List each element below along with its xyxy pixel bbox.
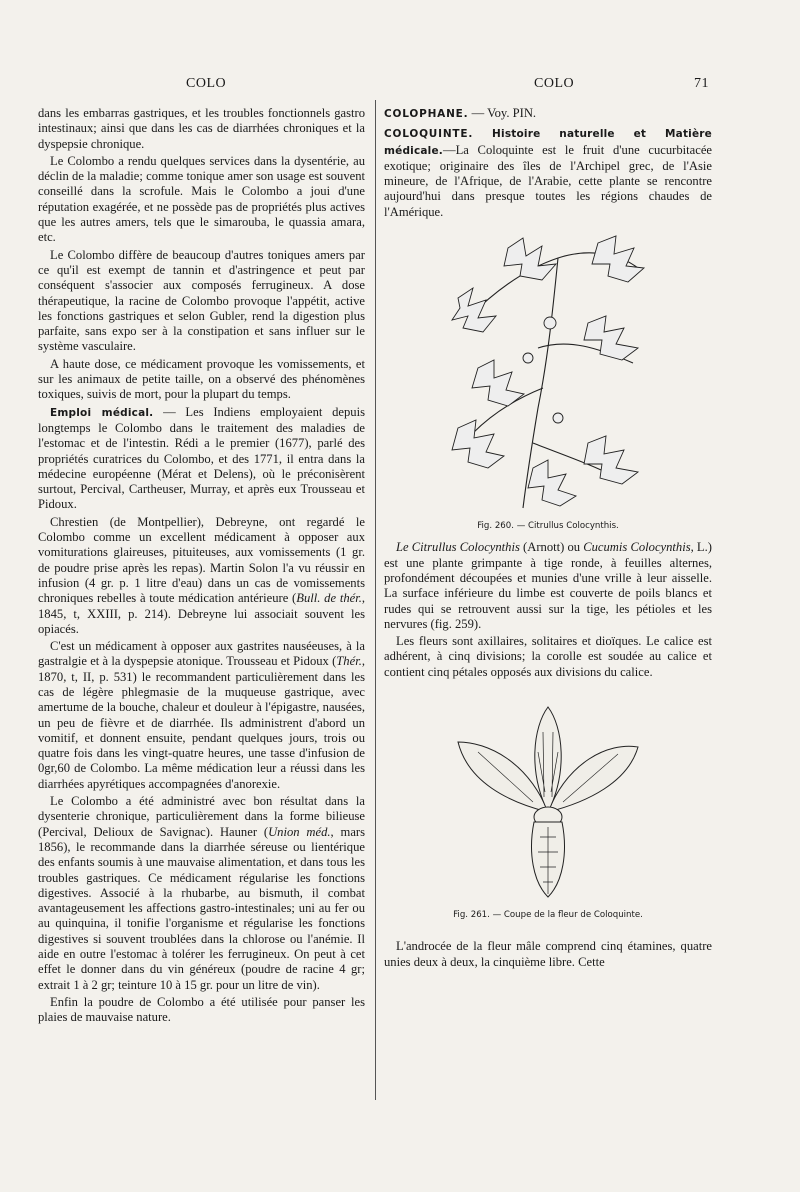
paragraph xyxy=(384,540,712,632)
page-number: 71 xyxy=(694,76,709,91)
right-column xyxy=(384,106,712,972)
latin-name: Cucumis Colocynthis xyxy=(583,540,691,555)
entry-subheading: Histoire naturelle et Matière médicale. xyxy=(384,128,712,157)
paragraph: Le Colombo a rendu quelques services dans la dysentérie, au déclin de la maladie; comme tonique amer son usage est souvent conseillé dans la scrofule. Mais le Colombo a joui d'une réputation exagérée, et ne possède pas de propriétés plus actives que les autres amers, tels que le simarouba, le quassia amara, etc. xyxy=(38,153,365,245)
paragraph: A haute dose, ce médicament provoque les vomissements, et sur les animaux de petite taille, on a observé des phénomènes toxiques, suivis de mort, pour la plupart du temps. xyxy=(38,356,365,402)
column-divider xyxy=(375,100,376,1100)
flower-section-illustration xyxy=(448,702,648,902)
paragraph-text: (Arnott) ou xyxy=(519,540,584,555)
citation-title: Thér. xyxy=(336,654,362,669)
paragraph xyxy=(38,405,365,513)
section-heading: Emploi médical. xyxy=(50,406,154,419)
paragraph-text: , L.) est une plante grimpante à tige ronde, à feuilles alternes, profondément découpées et munies d'une vrille à leur aisselle. La surface inférieure du limbe est couverte de poils blancs et rudes qui se retrouvent aussi sur la tige, les pétioles et les nervures (fig. 259). xyxy=(384,540,712,631)
figure-citrullus xyxy=(384,228,712,534)
paragraph: Le Colombo diffère de beaucoup d'autres toniques amers par ce qu'il est exempt de tannin et d'astringence et peut par conséquent s'associer aux composés ferrugineux. A dose thérapeutique, la racine de Colombo provoque l'appétit, active les fonctions gastriques et selon Gubler, rend la digestion plus parfaite, sans expo ser à la constipation et sans influer sur le système vasculaire. xyxy=(38,247,365,354)
figure-caption: Fig. 260. — Citrullus Colocynthis. xyxy=(477,521,619,532)
left-column xyxy=(38,106,365,1028)
entry-heading: COLOQUINTE. xyxy=(384,128,474,141)
paragraph-text: C'est un médicament à opposer aux gastrites nauséeuses, à la gastralgie et à la dyspepsie atonique. Trousseau et Pidoux ( xyxy=(38,639,365,669)
figure-caption: Fig. 261. — Coupe de la fleur de Coloquinte. xyxy=(453,910,643,921)
entry-colophane xyxy=(384,106,712,122)
citation-title: Bull. de thér. xyxy=(296,591,362,606)
paragraph-text: , mars 1856), le recommande dans la diarrhée séreuse ou lientérique des enfants soumis à une mauvaise alimentation, et dans tous les troubles gastriques. Ce médicament régularise les fonctions digestives. Associé à la rhubarbe, au bismuth, il combat avantageusement les affections gastro-intestinales; uni au fer ou au quinquina, il tonifie l'organisme et régularise les fonctions digestives si souvent troublées dans la chlorose ou l'anémie. Il aide en outre l'estomac à tolérer les ferrugineux. On peut à cet effet le donner dans du vin généreux (poudre de racine 4 gr; extrait 1 à 2 gr; teinture 10 à 15 gr. pour un litre de vin). xyxy=(38,824,366,992)
latin-name: Le Citrullus Colocynthis xyxy=(396,540,520,555)
paragraph-text: , 1870, t, II, p. 531) le recommandent particulièrement dans les cas de légère phlegmasie de la muqueuse gastrique, avec amertume de la bouche, chaleur et douleur à l'épigastre, nausées, un peu de fièvre et de diarrhée. Ils administrent d'abord un vomitif, et donnent ensuite, pendant quelques jours, trois ou quatre fois dans les vingt-quatre heures, une tasse d'infusion de 0gr,60 de Colombo. La même médication leur a réussi dans les diarrhées apyrétiques accompagnées d'anorexie. xyxy=(38,654,365,791)
paragraph xyxy=(38,515,365,637)
paragraph-text: , 1845, t, XXIII, p. 214). Debreyne lui associait souvent les opiacés. xyxy=(38,591,366,636)
citrullus-plant-illustration xyxy=(438,228,658,513)
running-head-left: COLO xyxy=(186,76,227,91)
paragraph xyxy=(38,639,365,792)
paragraph: Enfin la poudre de Colombo a été utilisée pour panser les plaies de mauvaise nature. xyxy=(38,994,365,1025)
paragraph-text: — Les Indiens employaient depuis longtemps le Colombo dans le traitement des maladies de l'estomac et de l'intestin. Rédi a le premier (1677), parlé des propriétés curatrices du Colombo, et des 1771, il entra dans la médecine européenne (Mérat et Delens), où le préconisèrent surtout, Percival, Cartheuser, Murray, et après eux Trousseau et Pidoux. xyxy=(38,404,365,512)
figure-flower-section xyxy=(384,702,712,923)
entry-text: — Voy. PIN. xyxy=(468,106,537,120)
entry-coloquinte xyxy=(384,126,712,220)
paragraph: L'androcée de la fleur mâle comprend cinq étamines, quatre unies deux à deux, la cinquième libre. Cette xyxy=(384,939,712,969)
paragraph: dans les embarras gastriques, et les troubles fonctionnels gastro intestinaux; ainsi que dans les cas de diarrhées chroniques et la dyspepsie chronique. xyxy=(38,106,365,151)
paragraph: Les fleurs sont axillaires, solitaires et dioïques. Le calice est adhérent, à cinq divisions; la corolle est soudée au calice et contient cinq pétales opposés aux divisions du calice. xyxy=(384,634,712,679)
paragraph-text: Le Colombo a été administré avec bon résultat dans la dysenterie chronique, particulièrement dans la forme bilieuse (Percival, Delioux de Savignac). Hauner ( xyxy=(38,794,365,839)
paragraph-text: Chrestien (de Montpellier), Debreyne, ont regardé le Colombo comme un excellent médicament à opposer aux vomiturations glaireuses, pituiteuses, aux vomissements (1 gr. de poudre prise après les repas). Martin Solon l'a vu réussir en infusion (4 gr. p. 1 litre d'eau) dans un cas de vomissements chroniques rebelles à toute médication antérieure ( xyxy=(38,514,365,606)
running-head-right: COLO xyxy=(534,76,575,91)
citation-title: Union méd. xyxy=(268,824,331,839)
entry-heading: COLOPHANE. xyxy=(384,108,469,120)
entry-text: —La Coloquinte est le fruit d'une cucurbitacée exotique; originaire des îles de l'Archipel grec, de l'Asie mineure, de l'Afrique, de l'Arabie, cette plante se rencontre aujourd'hui dans presque toutes les régions chaudes de l'Amérique. xyxy=(384,142,712,219)
paragraph xyxy=(38,794,365,993)
